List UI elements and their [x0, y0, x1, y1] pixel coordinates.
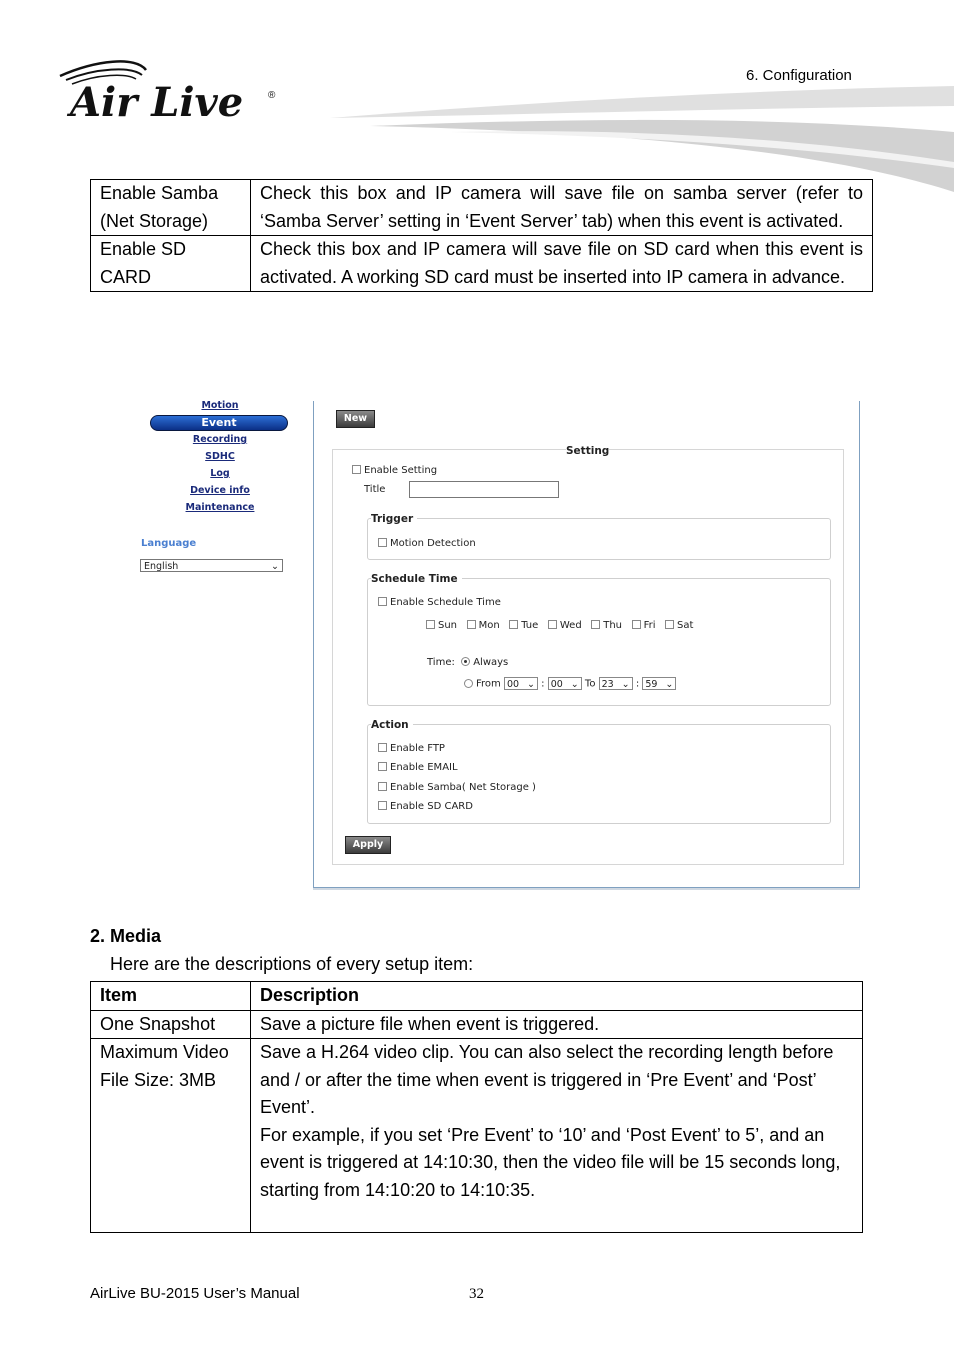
table-cell-item: Maximum Video File Size: 3MB: [91, 1039, 251, 1233]
svg-text:Air Live: Air Live: [70, 79, 244, 126]
enable-email-row: [378, 762, 458, 773]
enable-setting-row: [352, 465, 437, 476]
menu-item-motion[interactable]: Motion: [201, 400, 239, 411]
day-checkbox-row: [426, 620, 693, 631]
chevron-down-icon: ⌄: [570, 679, 579, 690]
day-label-fri: Fri: [643, 620, 656, 631]
language-value: English: [144, 561, 179, 572]
day-label-mon: Mon: [478, 620, 500, 631]
motion-detection-row: [378, 538, 476, 549]
title-label: Title: [364, 484, 386, 495]
svg-text:®: ®: [268, 90, 276, 101]
motion-detection-checkbox[interactable]: [378, 538, 387, 547]
enable-schedule-checkbox[interactable]: [378, 597, 387, 606]
event-options-table: [90, 179, 873, 292]
sun-checkbox[interactable]: [426, 620, 435, 629]
sat-checkbox[interactable]: [665, 620, 674, 629]
enable-ftp-row: [378, 743, 445, 754]
enable-setting-checkbox[interactable]: [352, 465, 361, 474]
time-colon: :: [635, 678, 640, 690]
section-title: 6. Configuration: [746, 67, 852, 84]
page-number: 32: [469, 1286, 484, 1302]
from-radio[interactable]: [464, 679, 473, 688]
menu-item-sdhc[interactable]: SDHC: [205, 451, 235, 462]
day-label-thu: Thu: [603, 620, 623, 631]
table-cell-description: Check this box and IP camera will save file on samba server (refer to ‘Samba Server’ setting in ‘Event Server’ tab) when this event is activated.: [251, 180, 873, 236]
fri-checkbox[interactable]: [632, 620, 641, 629]
title-input[interactable]: [409, 481, 559, 498]
from-to-row: [464, 677, 676, 690]
from-minute-value: 00: [550, 679, 563, 690]
media-heading: 2. Media: [90, 926, 162, 946]
action-title: Action: [371, 719, 413, 731]
table-cell-description: [251, 1039, 863, 1233]
always-label: Always: [473, 657, 509, 668]
schedule-title: Schedule Time: [371, 573, 462, 585]
table-row: [91, 1010, 863, 1039]
table-row: [91, 236, 873, 292]
enable-schedule-row: [378, 597, 501, 608]
menu-item-log[interactable]: Log: [210, 468, 230, 479]
apply-button[interactable]: Apply: [345, 836, 391, 854]
enable-ftp-label: Enable FTP: [390, 743, 445, 754]
to-label: To: [584, 678, 596, 690]
table-cell-item: One Snapshot: [91, 1010, 251, 1039]
enable-schedule-label: Enable Schedule Time: [390, 597, 501, 608]
day-label-sun: Sun: [438, 620, 458, 631]
enable-email-checkbox[interactable]: [378, 762, 387, 771]
wed-checkbox[interactable]: [548, 620, 557, 629]
airlive-logo: [56, 58, 286, 128]
footer-manual-title: AirLive BU-2015 User’s Manual: [90, 1285, 300, 1302]
time-label: Time:: [427, 657, 455, 668]
description-text: Save a H.264 video clip. You can also select the recording length before and / or after the time when event is triggered in ‘Pre Event’ and ‘Post’ Event’.: [260, 1042, 834, 1117]
language-label: Language: [141, 538, 197, 549]
table-row: [91, 1039, 863, 1233]
enable-email-label: Enable EMAIL: [390, 762, 458, 773]
setting-title: Setting: [566, 445, 610, 457]
chevron-down-icon: ⌄: [271, 561, 279, 572]
time-row: [427, 657, 508, 668]
media-intro: Here are the descriptions of every setup item:: [110, 954, 474, 974]
table-cell-item: Enable SD CARD: [91, 236, 251, 292]
event-settings-screenshot: [135, 397, 865, 892]
to-hour-select[interactable]: [599, 677, 633, 690]
from-minute-select[interactable]: [548, 677, 582, 690]
day-label-tue: Tue: [521, 620, 539, 631]
always-radio[interactable]: [461, 657, 470, 666]
description-text: Save a picture file when event is triggered.: [260, 1013, 600, 1034]
enable-setting-label: Enable Setting: [364, 465, 438, 476]
to-minute-value: 59: [645, 679, 658, 690]
time-colon: :: [541, 678, 545, 690]
enable-ftp-checkbox[interactable]: [378, 743, 387, 752]
table-row: [91, 180, 873, 236]
thu-checkbox[interactable]: [591, 620, 600, 629]
enable-sd-card-checkbox[interactable]: [378, 801, 387, 810]
table-header-row: [91, 982, 863, 1011]
table-cell-description: Check this box and IP camera will save file on SD card when this event is activated. A working SD card must be inserted into IP camera in advance.: [251, 236, 873, 292]
menu-item-event[interactable]: Event: [150, 415, 288, 431]
enable-sd-card-row: [378, 801, 473, 812]
from-hour-value: 00: [506, 679, 520, 690]
menu-item-maintenance[interactable]: Maintenance: [185, 502, 255, 513]
menu-item-device-info[interactable]: Device info: [190, 485, 250, 496]
enable-sd-card-label: Enable SD CARD: [390, 801, 473, 812]
to-hour-value: 23: [601, 679, 614, 690]
menu-item-recording[interactable]: Recording: [192, 434, 248, 445]
column-header-item: Item: [91, 982, 251, 1011]
tue-checkbox[interactable]: [509, 620, 518, 629]
motion-detection-label: Motion Detection: [390, 538, 476, 549]
from-label: From: [476, 678, 501, 690]
chevron-down-icon: ⌄: [665, 679, 674, 690]
enable-samba-checkbox[interactable]: [378, 782, 387, 791]
trigger-title: Trigger: [371, 513, 417, 525]
language-select[interactable]: [140, 559, 283, 572]
day-label-wed: Wed: [559, 620, 582, 631]
from-hour-select[interactable]: [504, 677, 538, 690]
chevron-down-icon: ⌄: [527, 679, 535, 690]
enable-samba-row: [378, 782, 536, 793]
table-cell-description: [251, 1010, 863, 1039]
to-minute-select[interactable]: [642, 677, 676, 690]
mon-checkbox[interactable]: [467, 620, 476, 629]
day-label-sat: Sat: [677, 620, 694, 631]
column-header-description: Description: [251, 982, 863, 1011]
media-table: [90, 981, 863, 1233]
header-swoosh: [330, 82, 954, 194]
enable-samba-label: Enable Samba( Net Storage ): [390, 782, 536, 793]
chevron-down-icon: ⌄: [621, 679, 630, 690]
table-cell-item: Enable Samba (Net Storage): [91, 180, 251, 236]
description-example: For example, if you set ‘Pre Event’ to ‘10’ and ‘Post Event’ to 5’, and an event is triggered at 14:10:30, then the video file will be 15 seconds long, starting from 14:10:20 to 14:10:35.: [260, 1124, 841, 1200]
new-button[interactable]: New: [336, 410, 375, 428]
